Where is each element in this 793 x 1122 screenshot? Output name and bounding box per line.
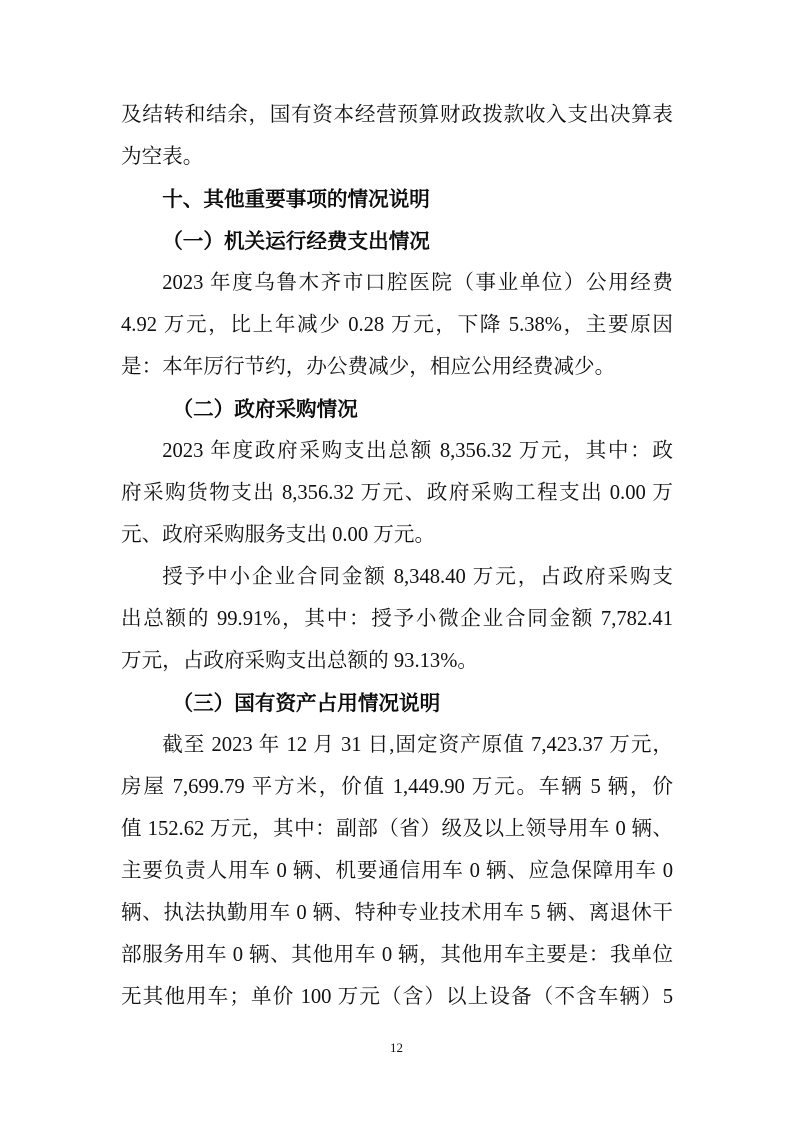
carryover-paragraph: [121, 94, 673, 178]
paragraph-line: 房屋 7,699.79 平方米，价值 1,449.90 万元。车辆 5 辆，价: [121, 776, 673, 798]
subsection-heading: （一）机关运行经费支出情况: [162, 229, 430, 253]
paragraph-line: 无其他用车；单价 100 万元（含）以上设备（不含车辆）5: [121, 986, 673, 1008]
paragraph-line: 主要负责人用车 0 辆、机要通信用车 0 辆、应急保障用车 0: [121, 860, 673, 882]
paragraph-line: 授予中小企业合同金额 8,348.40 万元，占政府采购支: [162, 566, 673, 588]
paragraph-line: 4.92 万元，比上年减少 0.28 万元，下降 5.38%，主要原因: [121, 314, 673, 336]
page-number: 12: [390, 1040, 403, 1055]
paragraph-line: 万元，占政府采购支出总额的 93.13%。: [121, 650, 478, 672]
paragraph-line: 元、政府采购服务支出 0.00 万元。: [121, 524, 436, 546]
paragraph-line: 及结转和结余，国有资本经营预算财政拨款收入支出决算表: [121, 104, 673, 126]
paragraph-line: 2023 年度乌鲁木齐市口腔医院（事业单位）公用经费: [162, 272, 673, 294]
paragraph-line: 截至 2023 年 12 月 31 日,固定资产原值 7,423.37 万元，: [162, 734, 673, 756]
paragraph-line: 值 152.62 万元，其中：副部（省）级及以上领导用车 0 辆、: [121, 818, 673, 840]
paragraph-line: 出总额的 99.91%，其中：授予小微企业合同金额 7,782.41: [121, 608, 673, 630]
subsection-state-assets: [121, 682, 673, 1018]
paragraph-line: 辆、执法执勤用车 0 辆、特种专业技术用车 5 辆、离退休干: [121, 902, 673, 924]
paragraph: [121, 262, 673, 388]
body-text: [121, 94, 673, 1018]
paragraph: [121, 724, 673, 1018]
paragraph-line: 是：本年厉行节约，办公费减少，相应公用经费减少。: [121, 356, 616, 378]
subsection-government-procurement: [121, 388, 673, 682]
paragraph-line: 部服务用车 0 辆、其他用车 0 辆，其他用车主要是：我单位: [121, 944, 673, 966]
subsection-heading: （三）国有资产占用情况说明: [172, 691, 441, 715]
paragraph-line: 2023 年度政府采购支出总额 8,356.32 万元，其中：政: [162, 440, 673, 462]
paragraph-line: 府采购货物支出 8,356.32 万元、政府采购工程支出 0.00 万: [121, 482, 673, 504]
paragraph-line: 为空表。: [121, 146, 204, 168]
subsection-operating-expenses: [121, 220, 673, 388]
paragraph: [121, 556, 673, 682]
section-heading: 十、其他重要事项的情况说明: [162, 187, 430, 211]
subsection-heading: （二）政府采购情况: [172, 397, 358, 421]
paragraph: [121, 430, 673, 556]
